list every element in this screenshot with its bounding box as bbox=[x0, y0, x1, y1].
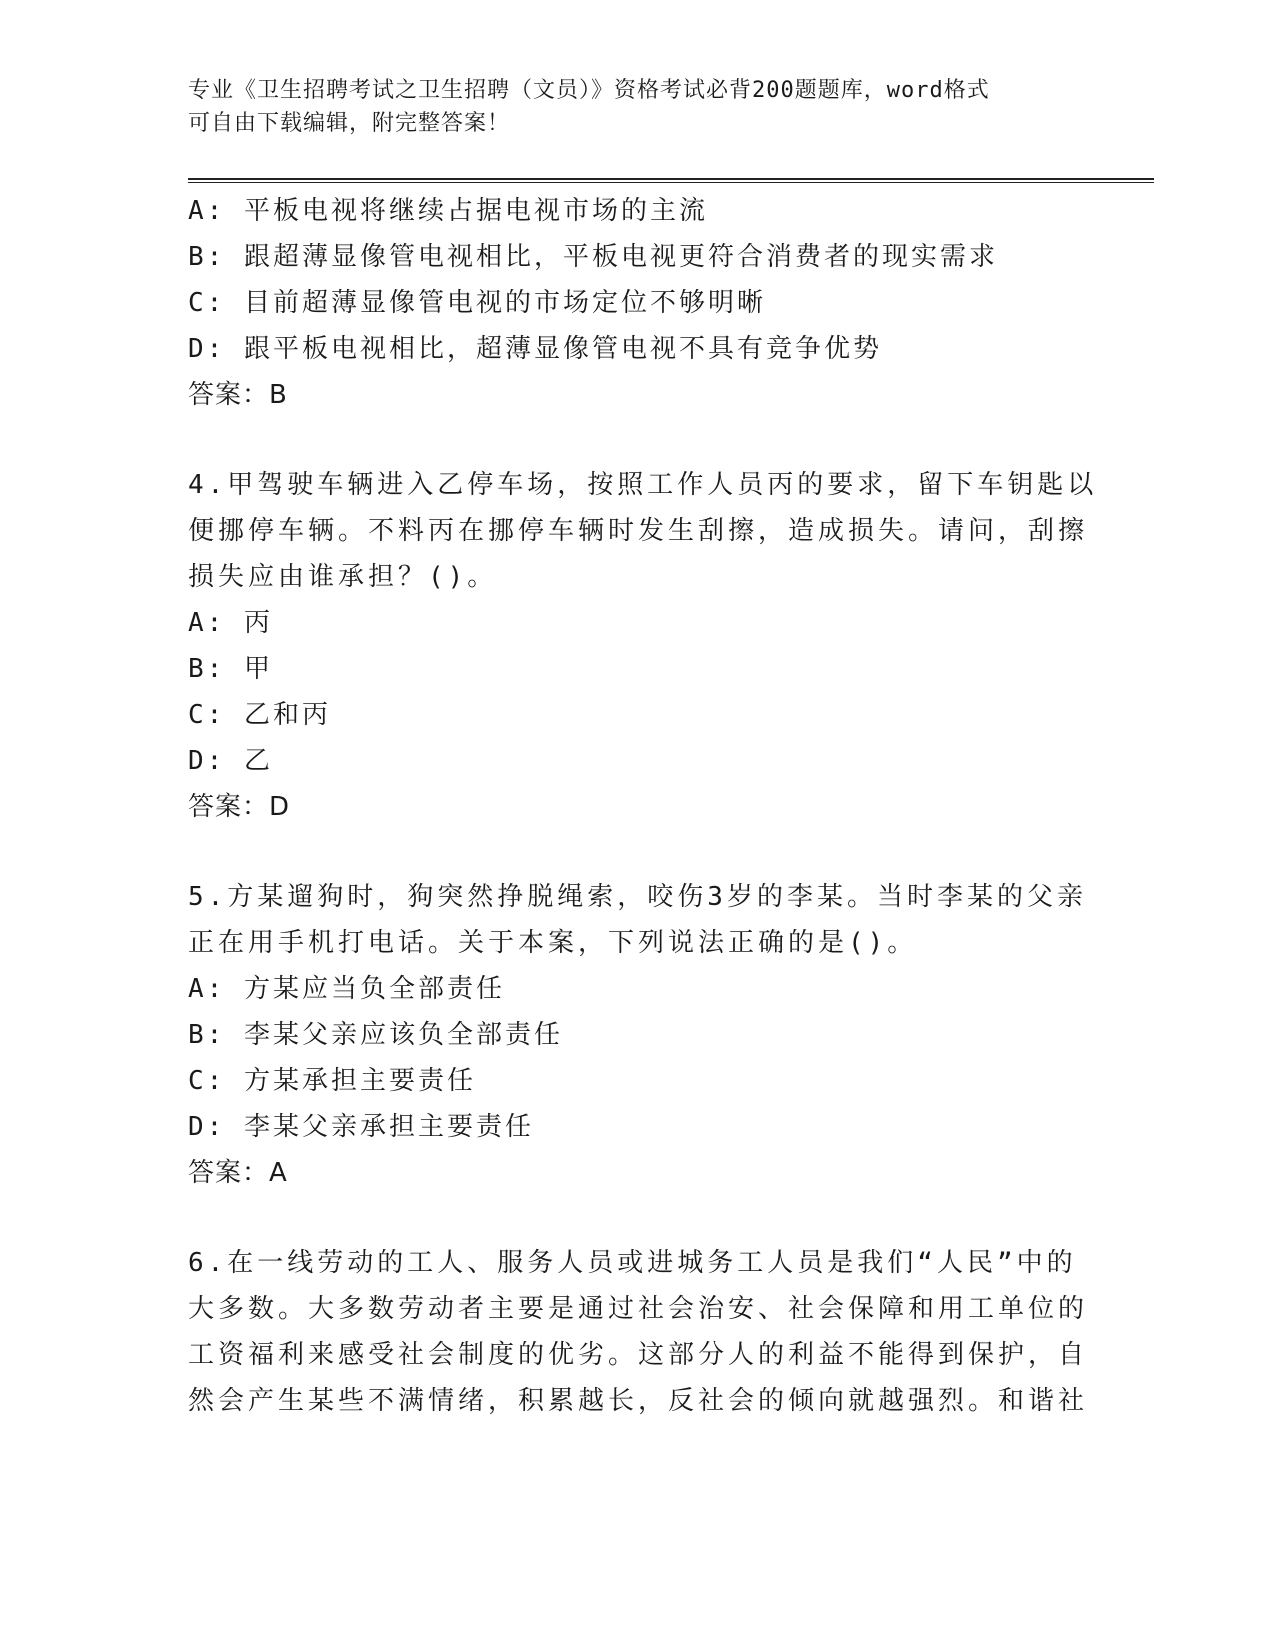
stem-line-1: 4.甲驾驶车辆进入乙停车场，按照工作人员丙的要求，留下车钥匙以 bbox=[188, 470, 1098, 500]
stem-line-2: 正在用手机打电话。关于本案，下列说法正确的是()。 bbox=[188, 928, 918, 958]
option-a: A: 丙 bbox=[188, 608, 273, 638]
header-divider-thin bbox=[188, 182, 1154, 183]
stem-line-1: 5.方某遛狗时，狗突然挣脱绳索，咬伤3岁的李某。当时李某的父亲 bbox=[188, 882, 1087, 912]
option-d: D: 李某父亲承担主要责任 bbox=[188, 1112, 534, 1142]
option-a: A: 平板电视将继续占据电视市场的主流 bbox=[188, 196, 708, 226]
option-c: C: 乙和丙 bbox=[188, 700, 331, 730]
question-3 bbox=[188, 188, 1068, 418]
answer: 答案：A bbox=[188, 1158, 288, 1188]
stem-line-2: 便挪停车辆。不料丙在挪停车辆时发生刮擦，造成损失。请问，刮擦 bbox=[188, 516, 1089, 546]
header-title-line-1: 专业《卫生招聘考试之卫生招聘（文员）》资格考试必背200题题库，word格式 bbox=[188, 78, 990, 103]
stem-line-3: 工资福利来感受社会制度的优劣。这部分人的利益不能得到保护，自 bbox=[188, 1340, 1089, 1370]
question-4 bbox=[188, 462, 1098, 830]
header-title-line-2: 可自由下载编辑，附完整答案！ bbox=[188, 111, 511, 136]
spacer bbox=[188, 1196, 1068, 1240]
option-a: A: 方某应当负全部责任 bbox=[188, 974, 505, 1004]
question-stem bbox=[188, 874, 1087, 966]
answer: 答案：B bbox=[188, 380, 288, 410]
question-stem bbox=[188, 1240, 1089, 1424]
header-divider-thick bbox=[188, 178, 1154, 180]
answer: 答案：D bbox=[188, 792, 291, 822]
option-b: B: 跟超薄显像管电视相比，平板电视更符合消费者的现实需求 bbox=[188, 242, 998, 272]
option-c: C: 方某承担主要责任 bbox=[188, 1066, 476, 1096]
spacer bbox=[188, 830, 1068, 874]
spacer bbox=[188, 418, 1068, 462]
question-stem bbox=[188, 462, 1098, 600]
stem-line-2: 大多数。大多数劳动者主要是通过社会治安、社会保障和用工单位的 bbox=[188, 1294, 1089, 1324]
header-divider bbox=[188, 178, 1154, 184]
document-header bbox=[188, 74, 1088, 140]
option-b: B: 李某父亲应该负全部责任 bbox=[188, 1020, 563, 1050]
question-6 bbox=[188, 1240, 1089, 1424]
stem-line-3: 损失应由谁承担？()。 bbox=[188, 562, 498, 592]
option-c: C: 目前超薄显像管电视的市场定位不够明晰 bbox=[188, 288, 766, 318]
question-5 bbox=[188, 874, 1087, 1196]
stem-line-4: 然会产生某些不满情绪，积累越长，反社会的倾向就越强烈。和谐社 bbox=[188, 1386, 1089, 1416]
stem-line-1: 6.在一线劳动的工人、服务人员或进城务工人员是我们“人民”中的 bbox=[188, 1248, 1077, 1278]
option-d: D: 跟平板电视相比，超薄显像管电视不具有竞争优势 bbox=[188, 334, 882, 364]
option-d: D: 乙 bbox=[188, 746, 273, 776]
option-b: B: 甲 bbox=[188, 654, 273, 684]
document-body bbox=[188, 188, 1098, 1424]
